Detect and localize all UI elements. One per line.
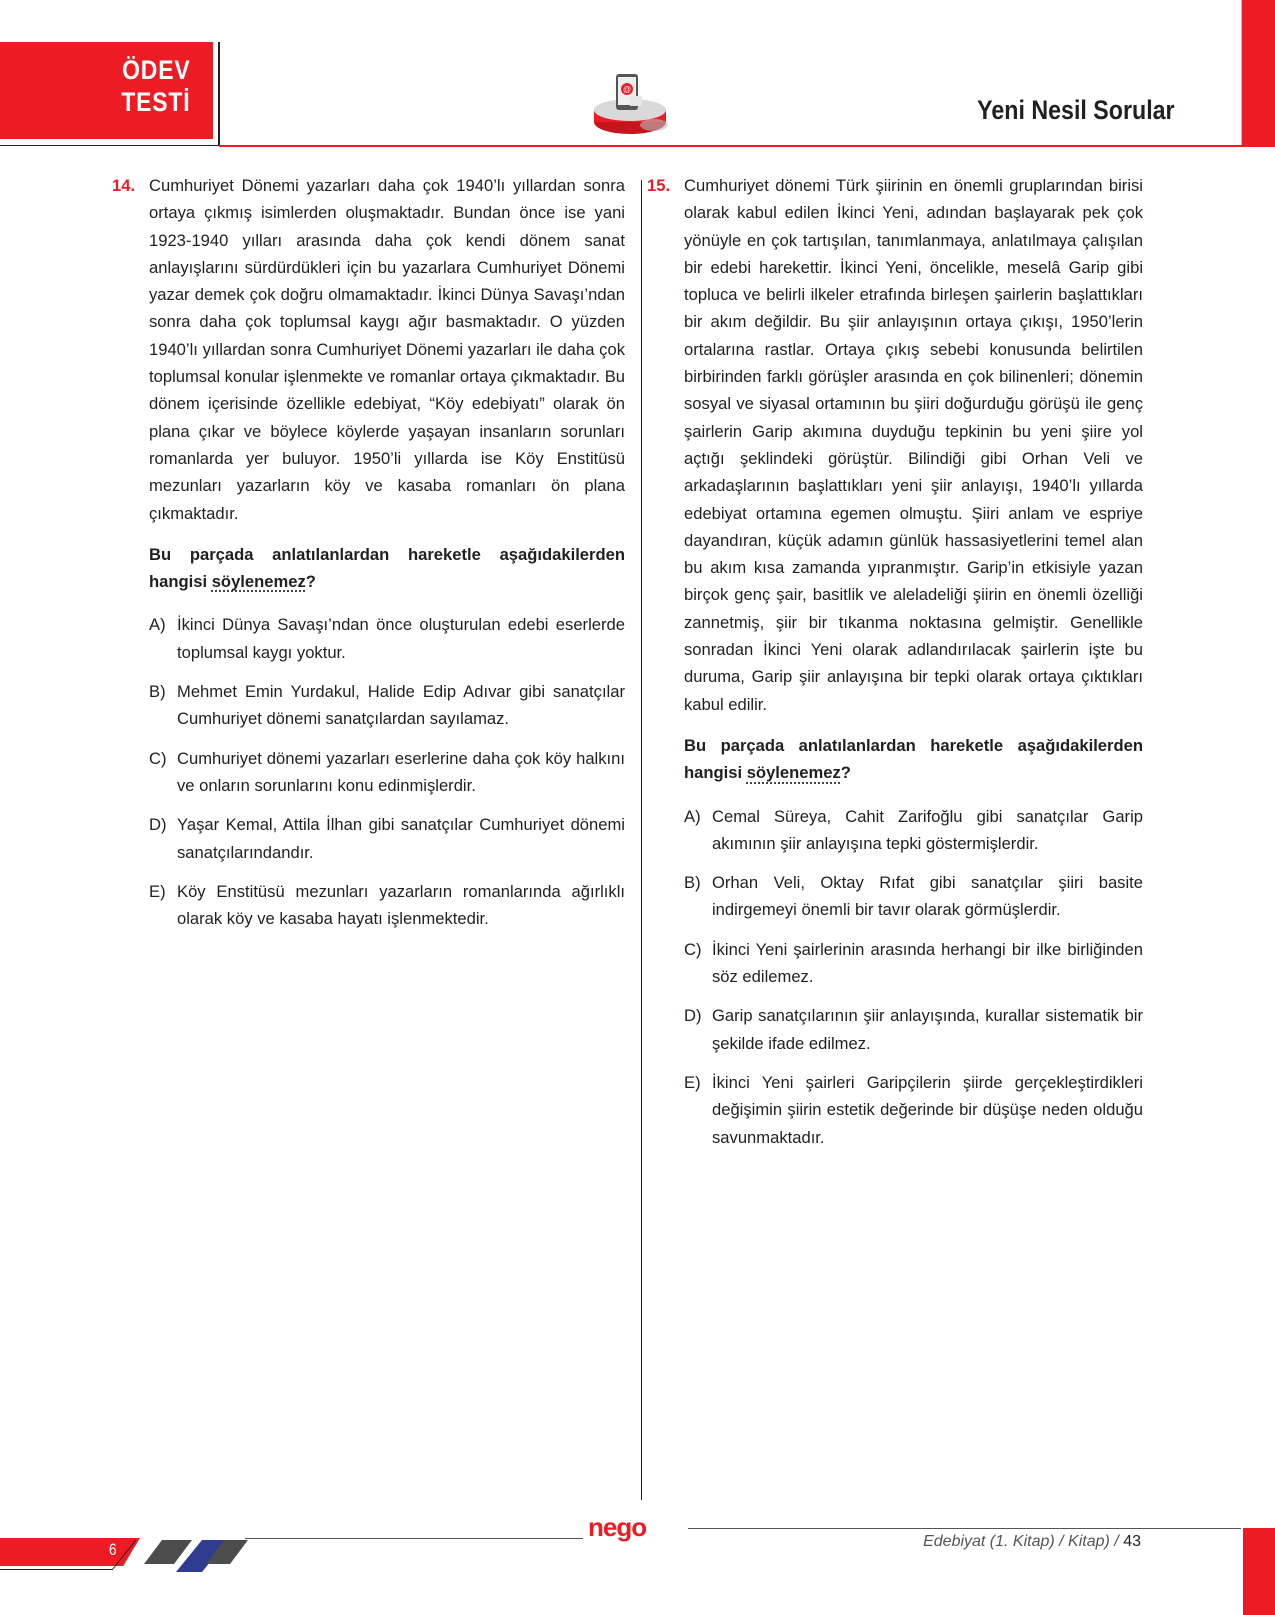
answer-option-c[interactable] bbox=[149, 745, 625, 800]
option-letter: D) bbox=[149, 815, 167, 835]
answer-option-a[interactable] bbox=[684, 803, 1143, 858]
header-underline-red bbox=[219, 145, 1243, 147]
brand-logo: nego bbox=[588, 1512, 647, 1542]
answer-option-d[interactable] bbox=[149, 811, 625, 866]
question-stem: Bu parçada anlatılanlardan hareketle aşağıdakilerden hangisi söylenemez? bbox=[149, 544, 625, 592]
badge-edge-divider bbox=[218, 42, 220, 146]
question-passage: Cumhuriyet Dönemi yazarları daha çok 1940’lı yıllardan sonra ortaya çıkmış isimlerden oluşmaktadır. Bundan önce ise yani 1923-1940 yılları arasında daha çok kendi dönem sanat anlayışlarını sürdürdükleri için bu yazarlara Cumhuriyet Dönemi yazar demek çok doğru olmamaktadır. İkinci Dünya Savaşı’ndan sonra daha çok toplumsal kaygı ağır basmaktadır. O yüzden 1940’lı yıllardan sonra Cumhuriyet Dönemi yazarları ile daha çok toplumsal konular işlenmekte ve romanlar ortaya çıkmaktadır. Bu dönem içerisinde özellikle edebiyat, “Köy edebiyatı” olarak ön plana çıkar ve böylece köylerde yaşayan insanların sorunları romanlarda yer buluyor. 1950’li yıllarda ise Köy Enstitüsü mezunları yazarların köy ve kasaba romanları ön plana çıkmaktadır. bbox=[149, 176, 625, 523]
section-title: Yeni Nesil Sorular bbox=[977, 95, 1175, 125]
answer-option-e[interactable] bbox=[684, 1069, 1143, 1151]
answer-option-b[interactable] bbox=[684, 869, 1143, 924]
footer-page-number: 6 bbox=[108, 1540, 117, 1559]
footer-rule-left bbox=[245, 1538, 583, 1539]
badge-line-1: ÖDEV bbox=[122, 55, 191, 85]
header-right-red-bar bbox=[1242, 0, 1275, 147]
svg-text:@: @ bbox=[622, 85, 632, 94]
footer-rule-right bbox=[688, 1528, 1241, 1529]
book-page-number: 43 bbox=[1123, 1533, 1141, 1550]
answer-option-c[interactable] bbox=[684, 936, 1143, 991]
question-number: 15. bbox=[647, 176, 671, 195]
option-text: İkinci Dünya Savaşı’ndan önce oluşturulan edebi eserlerde toplumsal kaygı yoktur. bbox=[177, 615, 625, 662]
question-passage: Cumhuriyet dönemi Türk şiirinin en önemli gruplarından birisi olarak kabul edilen İkinci Yeni, adından başlayarak pek çok yönüyle en çok tartışılan, tanımlanmaya, anlatılmaya çalışılan bir edebi harekettir. İkinci Yeni, öncelikle, meselâ Garip gibi topluca ve belirli ilkeler etrafında birleşen şairlerin başlattıkları bir akım değildir. Bu şiir anlayışının ortaya çıkışı, 1950’lerin ortalarına rastlar. Ortaya çıkış sebebi konusunda belirtilen birbirinden farklı görüşler arasında en çok bilinenleri; dönemin sosyal ve siyasal ortamının bu şiiri doğurduğu görüşü ile genç şairlerin Garip akımına duyduğu tepkinin bu yeni şiire yol açtığı şeklindeki görüştür. Bilindiği gibi Orhan Veli ve arkadaşlarının başlattıkları yeni şiir anlayışı, 1940’lı yıllarda edebiyat ortamına egemen olmuştu. Şiiri anlam ve espriye dayandıran, küçük adamın günlük hassasiyetlerini temel alan bu akım kısa zamanda yıpranmıştır. Garip’in etkisiyle yazan birçok genç şair, basitlik ve aleladeliği şiirin en önemli özelliği zannetmiş, şiir bir tıkanma noktasına gelmiştir. Genellikle sonradan İkinci Yeni olarak adlandırılacak şairlerin işte bu duruma, Garip şiir anlayışına bir tepki olarak ortaya çıktıkları kabul edilir. bbox=[684, 176, 1143, 714]
option-letter: D) bbox=[684, 1006, 702, 1026]
footer-baseline bbox=[0, 1569, 112, 1570]
option-text: Orhan Veli, Oktay Rıfat gibi sanatçılar şiiri basite indirgemeyi önemli bir tavır olarak görmüşlerdir. bbox=[712, 873, 1143, 920]
question-stem: Bu parçada anlatılanlardan hareketle aşağıdakilerden hangisi söylenemez? bbox=[684, 735, 1143, 783]
option-letter: A) bbox=[684, 806, 701, 826]
header-underline-left bbox=[0, 145, 219, 146]
answer-options bbox=[684, 803, 1143, 1151]
footer-right-red-bar bbox=[1243, 1528, 1275, 1615]
column-divider bbox=[641, 180, 642, 1500]
question-14 bbox=[112, 172, 625, 944]
book-label: Edebiyat (1. Kitap) / Kitap) / bbox=[923, 1533, 1119, 1550]
option-letter: A) bbox=[149, 615, 166, 635]
answer-option-e[interactable] bbox=[149, 878, 625, 933]
option-text: İkinci Yeni şairleri Garipçilerin şiirde gerçekleştirdikleri değişimin şiirin estetik değerinde bir düşüşe neden olduğu savunmaktadır. bbox=[712, 1072, 1143, 1147]
footer-book-info bbox=[923, 1533, 1141, 1551]
phone-on-podium-icon bbox=[592, 70, 672, 140]
option-text: Yaşar Kemal, Attila İlhan gibi sanatçılar Cumhuriyet dönemi sanatçılarındandır. bbox=[177, 815, 625, 862]
option-letter: C) bbox=[684, 939, 702, 959]
question-15 bbox=[647, 172, 1143, 1163]
footer-stripes-decoration bbox=[108, 1538, 248, 1572]
option-letter: C) bbox=[149, 748, 167, 768]
question-number: 14. bbox=[112, 176, 136, 195]
stem-underlined-word: söylenemez bbox=[211, 572, 306, 592]
option-letter: E) bbox=[684, 1072, 701, 1092]
stem-underlined-word: söylenemez bbox=[746, 763, 841, 783]
option-text: Cemal Süreya, Cahit Zarifoğlu gibi sanatçılar Garip akımının şiir anlayışına tepki göstermişlerdir. bbox=[712, 806, 1143, 853]
option-letter: B) bbox=[149, 682, 166, 702]
answer-option-a[interactable] bbox=[149, 611, 625, 666]
option-letter: B) bbox=[684, 873, 701, 893]
badge-line-2: TESTİ bbox=[121, 87, 191, 117]
answer-option-d[interactable] bbox=[684, 1002, 1143, 1057]
option-text: Garip sanatçılarının şiir anlayışında, kurallar sistematik bir şekilde ifade edilmez. bbox=[712, 1006, 1143, 1053]
option-text: Köy Enstitüsü mezunları yazarların romanlarında ağırlıklı olarak köy ve kasaba hayatı işlenmektedir. bbox=[177, 881, 625, 929]
odev-testi-badge bbox=[0, 42, 213, 139]
option-text: İkinci Yeni şairlerinin arasında herhangi bir ilke birliğinden söz edilemez. bbox=[712, 939, 1143, 987]
option-letter: E) bbox=[149, 881, 166, 901]
option-text: Mehmet Emin Yurdakul, Halide Edip Adıvar gibi sanatçılar Cumhuriyet dönemi sanatçılardan sayılamaz. bbox=[177, 682, 625, 729]
option-text: Cumhuriyet dönemi yazarları eserlerine daha çok köy halkını ve onların sorunlarını konu edinmişlerdir. bbox=[177, 748, 625, 795]
answer-option-b[interactable] bbox=[149, 678, 625, 733]
answer-options bbox=[149, 611, 625, 932]
